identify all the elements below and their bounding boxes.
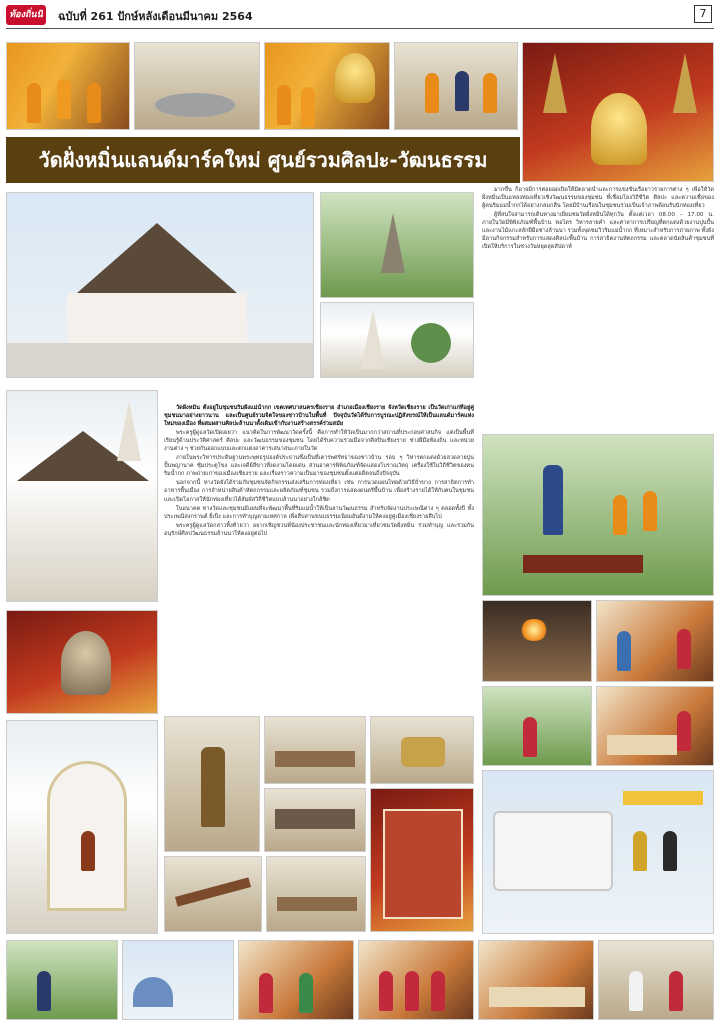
photo-bottom-performers <box>358 940 474 1020</box>
photo-vendors-table <box>596 686 714 766</box>
photo-temple-exterior <box>6 192 314 378</box>
page-header <box>0 0 720 40</box>
photo-ornate-relic <box>370 716 474 784</box>
article-column-right <box>482 186 714 430</box>
paragraph: พระครูผู้ดูแลวัดเปิดเผยว่า แนวคิดในการพัฒนาวัดครั้งนี้ คือการทำให้วัดเป็นมากกว่าสถานที่ประกอบศาสนกิจ แต่เป็นพื้นที่เรียนรู้ด้านประวัติศาสตร์ ศิลปะ และวัฒนธรรมของชุมชน โดยได้รับความร่วมมือจากศิลปินเชียงราย ช่างฝีมือท้องถิ่น และหน่วยงานต่าง ๆ ช่วยกันออกแบบและตกแต่งอาคารเสนาสนะภายในวัด <box>164 430 474 453</box>
photo-food-stall <box>596 600 714 682</box>
paragraph: ภายในพระวิหารประดิษฐานพระพุทธรูปองค์ประธานซึ่งเป็นที่เคารพศรัทธาของชาวบ้าน รอบ ๆ วิหารตกแต่งด้วยลวดลายปูนปั้นพญานาค ซุ้มประตูโขง และเจดีย์สีขาวที่งดงามโดดเด่น ส่วนอาคารพิพิธภัณฑ์จัดแสดงโบราณวัตถุ เครื่องใช้ในวิถีชีวิตของคนริมน้ำกก ภาพถ่ายเก่าของเมืองเชียงราย และเรื่องราวความเป็นมาของชุมชนตั้งแต่อดีตจนถึงปัจจุบัน <box>164 455 474 478</box>
photo-monks-ceremony <box>6 42 130 130</box>
photo-white-gate-statue <box>6 720 158 934</box>
paragraph: พระครูผู้ดูแลวัดกล่าวทิ้งท้ายว่า อยากเชิญชวนพี่น้องประชาชนและนักท่องเที่ยวมาเที่ยวชมวัดฝั่งหมิ่น ร่วมทำบุญ และร่วมกันอนุรักษ์ศิลปวัฒนธรรมล้านนาให้คงอยู่ต่อไป <box>164 522 474 537</box>
article-column-main <box>164 404 474 740</box>
photo-traditional-massage <box>482 434 714 596</box>
photo-naga-stairway <box>320 192 474 298</box>
photo-wooden-artifact <box>164 856 262 932</box>
photo-outdoor-market <box>482 686 592 766</box>
headline: วัดฝั่งหมิ่นแลนด์มาร์คใหม่ ศูนย์รวมศิลปะ-วัฒนธรรม <box>38 148 488 172</box>
photo-museum-visit <box>394 42 518 130</box>
photo-antique-tools <box>264 788 366 852</box>
photo-bottom-cooking <box>598 940 714 1020</box>
photo-fire-cooking <box>482 600 592 682</box>
photo-buddha-head-sculpture <box>6 610 158 714</box>
photo-bottom-massage <box>6 940 118 1020</box>
photo-food-truck <box>482 770 714 934</box>
photo-bronze-statue <box>164 716 260 852</box>
paragraph: วัดฝั่งหมิ่น ตั้งอยู่ในชุมชนริมฝั่งแม่น้ำกก เขตเทศบาลนครเชียงราย อำเภอเมืองเชียงราย จังหวัดเชียงราย เป็นวัดเก่าแก่ที่อยู่คู่ชุมชนมาอย่างยาวนาน และเป็นศูนย์รวมจิตใจของชาวบ้านในพื้นที่ ปัจจุบันวัดได้รับการบูรณะปฏิสังขรณ์ให้เป็นแลนด์มาร์คแห่งใหม่ของเมือง ที่ผสมผสานศิลปะล้านนาดั้งเดิมเข้ากับงานสร้างสรรค์ร่วมสมัย <box>164 405 474 428</box>
paragraph: นอกจากนี้ ทางวัดยังได้ร่วมกับชุมชนจัดกิจกรรมส่งเสริมการท่องเที่ยว เช่น การนวดแผนไทยด้วยวิธีย่ำขาง การสาธิตการทำอาหารพื้นเมือง การจำหน่ายสินค้าหัตถกรรมและผลิตภัณฑ์ชุมชน รวมถึงการแสดงดนตรีพื้นบ้าน เพื่อสร้างรายได้ให้กับคนในชุมชนและเปิดโอกาสให้นักท่องเที่ยวได้สัมผัสวิถีชีวิตแบบล้านนาอย่างใกล้ชิด <box>164 480 474 503</box>
headline-bar <box>6 137 520 183</box>
photo-bottom-dancers <box>238 940 354 1020</box>
header-rule <box>6 28 714 29</box>
paragraph: ในอนาคต ทางวัดและชุมชนมีแผนที่จะพัฒนาพื้นที่ริมแม่น้ำให้เป็นลานวัฒนธรรม สำหรับจัดงานประเพณีต่าง ๆ ตลอดทั้งปี ทั้งประเพณีสงกรานต์ ยี่เป็ง และการทำบุญตามเทศกาล เพื่อสืบสานขนบธรรมเนียมอันดีงามให้คงอยู่คู่เมืองเชียงรายสืบไป <box>164 505 474 520</box>
photo-hall-interior <box>134 42 260 130</box>
paragraph: มากขึ้น ก็อาจมีการต่อยอดเปิดให้มีตลาดน้ำและการแข่งขันเรือยาวรายการต่าง ๆ เพื่อให้วัดฝั่งหมิ่นเป็นแหล่งท่องเที่ยวเชิงวัฒนธรรมของชุมชน ที่เชื่อมโยงวิถีชีวิต ศิลปะ และความเชื่อของผู้คนริมแม่น้ำกกได้อย่างกลมกลืน โดยมีบ้านเรือนในชุมชนร่วมเป็นเจ้าภาพต้อนรับนักท่องเที่ยว <box>482 187 714 210</box>
page-number: 7 <box>694 5 712 23</box>
issue-line: ฉบับที่ 261 ปักษ์หลังเดือนมีนาคม 2564 <box>58 10 253 23</box>
photo-bottom-food-display <box>478 940 594 1020</box>
logo-text: ท้องถิ่นนิวส์ <box>9 10 43 40</box>
newspaper-logo <box>6 5 46 40</box>
paragraph: ผู้ที่สนใจสามารถเดินทางมาเยี่ยมชมวัดฝั่งหมิ่นได้ทุกวัน ตั้งแต่เวลา 08.00 – 17.00 น. ภายในวัดมีพิพิธภัณฑ์พื้นบ้าน หอไตร วิหารลายคำ และศาลาการเปรียญที่ตกแต่งด้วยงานปูนปั้นและงานไม้แกะสลักฝีมือช่างล้านนา รวมทั้งจุดชมวิวริมแม่น้ำกก ที่เหมาะสำหรับการถ่ายภาพ ทั้งยังมีลานกิจกรรมสำหรับการแสดงศิลปะพื้นบ้าน การสาธิตงานหัตถกรรม และตลาดนัดสินค้าชุมชนที่เปิดให้บริการในช่วงวันหยุดสุดสัปดาห์ <box>482 212 714 251</box>
photo-monks-buddha-head <box>264 42 390 130</box>
photo-white-stupa <box>320 302 474 378</box>
photo-museum-room <box>264 716 366 784</box>
photo-golden-buddha-altar <box>522 42 714 182</box>
photo-photo-exhibit-board <box>370 788 474 932</box>
photo-wooden-carts <box>266 856 366 932</box>
photo-temple-white-facade <box>6 390 158 602</box>
photo-bottom-tents <box>122 940 234 1020</box>
